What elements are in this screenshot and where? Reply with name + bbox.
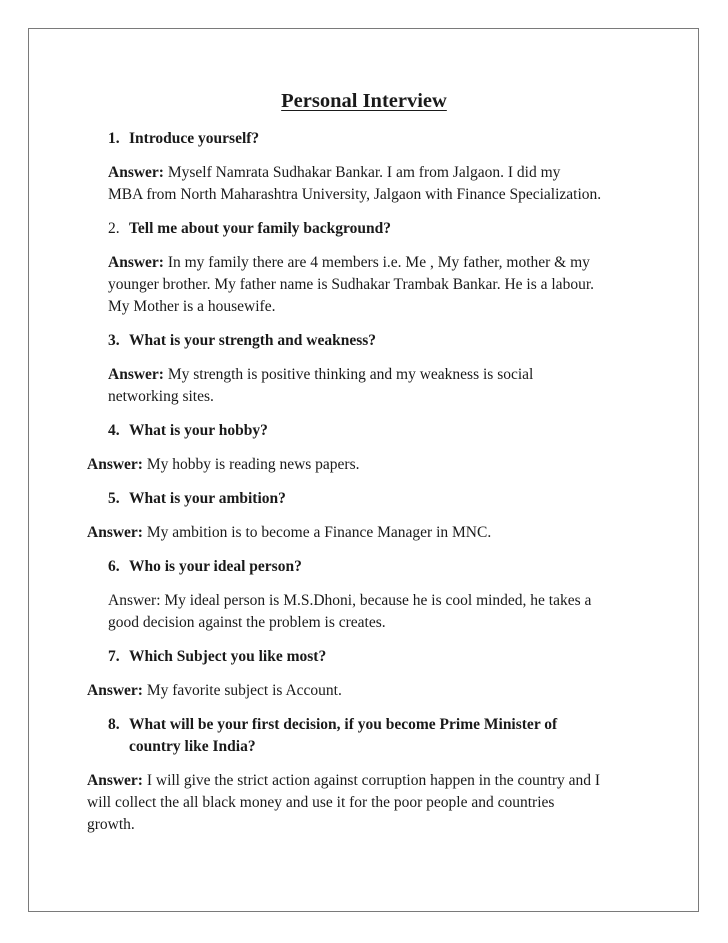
answer-text: My favorite subject is Account. xyxy=(146,682,342,699)
question-number: 2. xyxy=(108,220,120,237)
question-text: Who is your ideal person? xyxy=(129,558,302,575)
question-7 xyxy=(108,647,326,667)
answer-6-line-1: Answer: My ideal person is M.S.Dhoni, because he is cool minded, he takes a xyxy=(108,592,592,609)
answer-text: My ambition is to become a Finance Manager in MNC. xyxy=(146,524,492,541)
answer-7-line-1 xyxy=(87,681,342,701)
answer-label: Answer: xyxy=(87,772,143,789)
question-number: 7. xyxy=(108,648,120,665)
answer-text: My strength is positive thinking and my weakness is social xyxy=(167,366,534,383)
answer-text: In my family there are 4 members i.e. Me , My father, mother & my xyxy=(167,254,590,271)
question-text: What is your hobby? xyxy=(129,422,268,439)
answer-2-line-2: younger brother. My father name is Sudhakar Trambak Bankar. He is a labour. xyxy=(108,276,594,293)
question-1 xyxy=(108,129,259,149)
question-text: What is your ambition? xyxy=(129,490,286,507)
question-8-line-2: country like India? xyxy=(129,738,256,755)
question-number: 3. xyxy=(108,332,120,349)
question-3 xyxy=(108,331,376,351)
question-text: What will be your first decision, if you become Prime Minister of xyxy=(129,716,558,733)
answer-2-line-3: My Mother is a housewife. xyxy=(108,298,276,315)
answer-label: Answer: xyxy=(108,164,164,181)
question-number: 4. xyxy=(108,422,120,439)
answer-4-line-1 xyxy=(87,455,360,475)
question-text: Which Subject you like most? xyxy=(129,648,327,665)
answer-8-line-1 xyxy=(87,771,600,791)
answer-2-line-1 xyxy=(108,253,590,273)
question-number: 1. xyxy=(108,130,120,147)
answer-5-line-1 xyxy=(87,523,491,543)
answer-8-line-3: growth. xyxy=(87,816,135,833)
page-title: Personal Interview xyxy=(281,90,447,112)
question-text: Tell me about your family background? xyxy=(129,220,391,237)
answer-text: My hobby is reading news papers. xyxy=(146,456,360,473)
answer-1-line-2: MBA from North Maharashtra University, Jalgaon with Finance Specialization. xyxy=(108,186,602,203)
question-number: 5. xyxy=(108,490,120,507)
question-text: Introduce yourself? xyxy=(129,130,260,147)
answer-3-line-2: networking sites. xyxy=(108,388,214,405)
answer-label: Answer: xyxy=(87,456,143,473)
question-4 xyxy=(108,421,268,441)
answer-label: Answer: xyxy=(87,524,143,541)
answer-1-line-1 xyxy=(108,163,560,183)
answer-6-line-2: good decision against the problem is creates. xyxy=(108,614,386,631)
question-2 xyxy=(108,219,391,239)
answer-label: Answer: xyxy=(87,682,143,699)
question-number: 6. xyxy=(108,558,120,575)
answer-label: Answer: xyxy=(108,254,164,271)
question-number: 8. xyxy=(108,716,120,733)
question-5 xyxy=(108,489,286,509)
answer-label: Answer: xyxy=(108,366,164,383)
question-8-line-1 xyxy=(108,715,557,735)
answer-text: I will give the strict action against corruption happen in the country and I xyxy=(146,772,601,789)
answer-8-line-2: will collect the all black money and use it for the poor people and countries xyxy=(87,794,555,811)
question-text: What is your strength and weakness? xyxy=(129,332,377,349)
answer-3-line-1 xyxy=(108,365,533,385)
answer-text: Myself Namrata Sudhakar Bankar. I am from Jalgaon. I did my xyxy=(167,164,561,181)
question-6 xyxy=(108,557,302,577)
